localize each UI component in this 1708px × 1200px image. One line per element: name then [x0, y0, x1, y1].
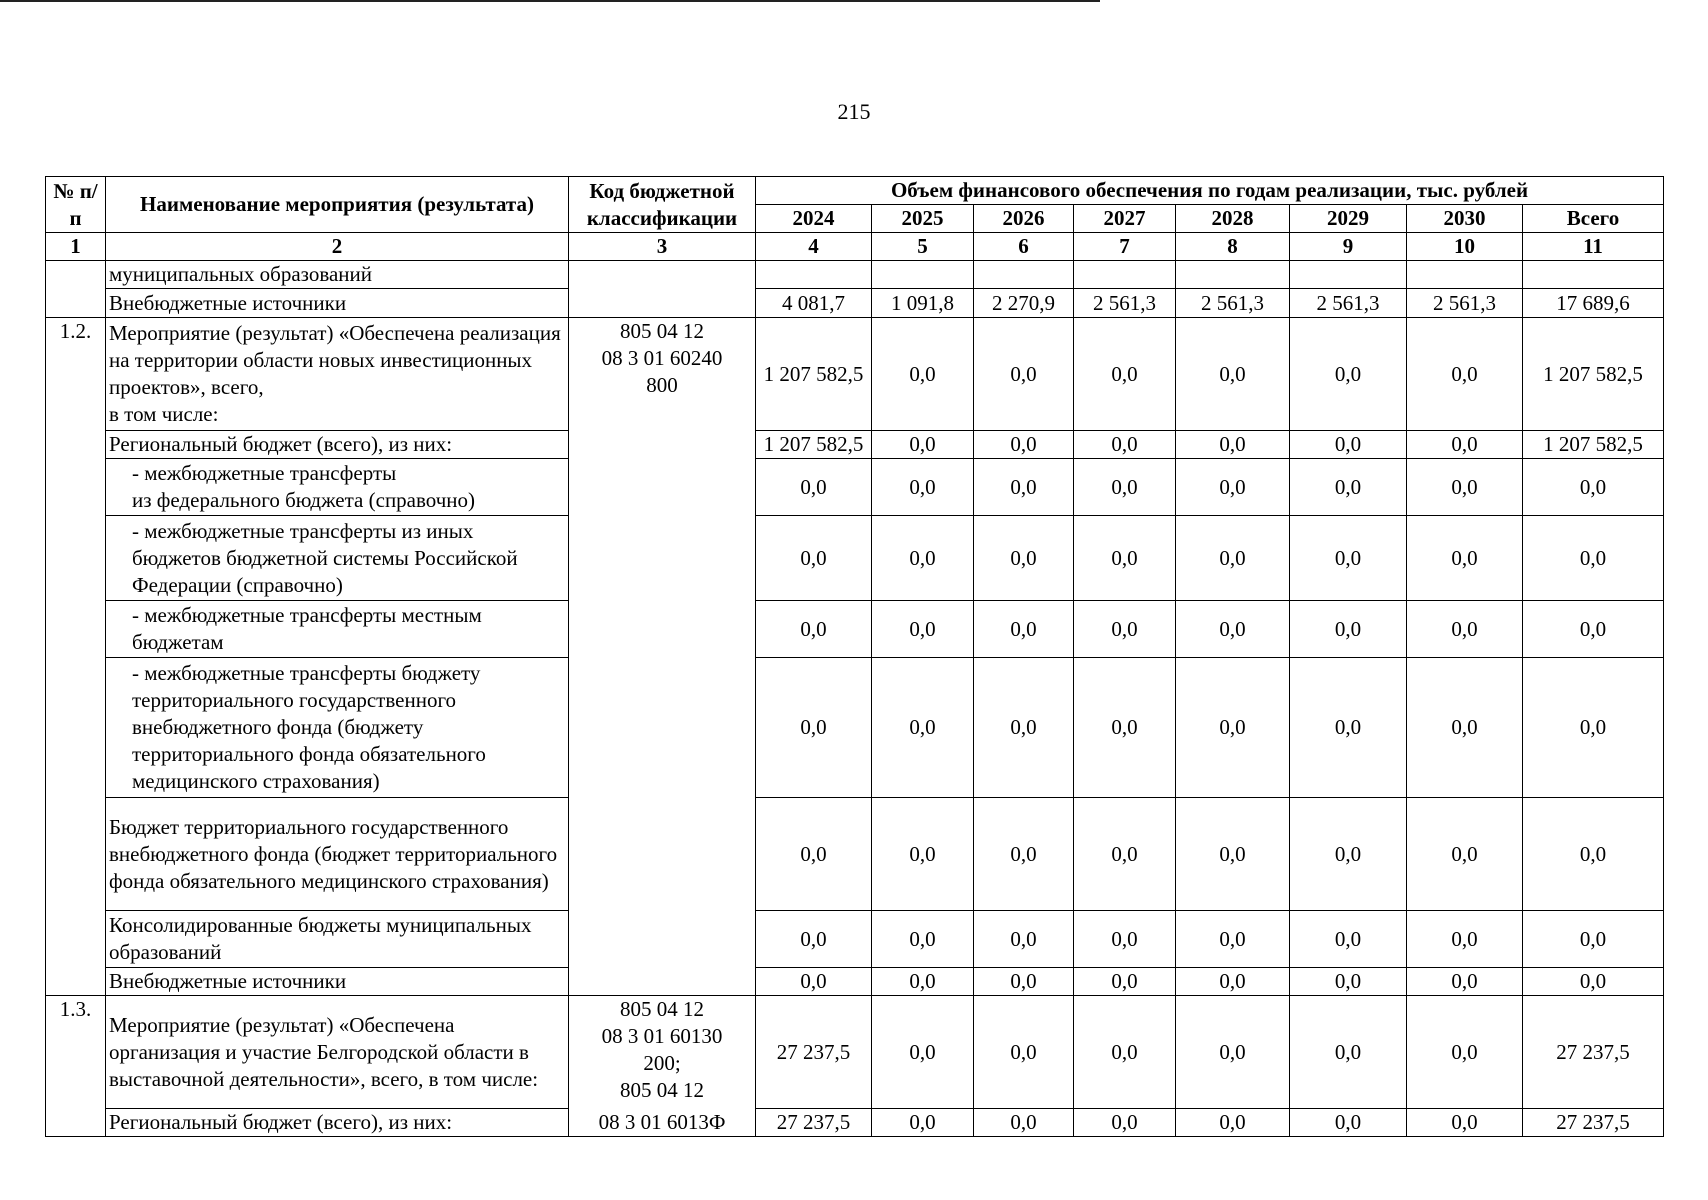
value-cell: 0,0: [1407, 996, 1523, 1109]
value-cell: 0,0: [974, 516, 1074, 601]
value-cell: 0,0: [974, 968, 1074, 996]
value-cell: 0,0: [974, 601, 1074, 658]
table-row: [46, 996, 1664, 1109]
value-cell: 0,0: [872, 911, 974, 968]
row-number: 1.3.: [46, 996, 106, 1137]
value-cell: 1 207 582,5: [756, 431, 872, 459]
row-name: муниципальных образований: [106, 261, 569, 289]
financing-table: [45, 176, 1664, 1137]
value-cell: 0,0: [1176, 1109, 1290, 1137]
value-cell: 0,0: [1523, 601, 1664, 658]
value-cell: 0,0: [974, 911, 1074, 968]
table-row: [46, 459, 1664, 516]
header-total: Всего: [1523, 205, 1664, 233]
value-cell: 0,0: [756, 459, 872, 516]
row-name: Мероприятие (результат) «Обеспечена реализация на территории области новых инвестиционных проектов», всего, в том числе:: [106, 318, 569, 431]
table-row: [46, 601, 1664, 658]
value-cell: 0,0: [872, 601, 974, 658]
value-cell: 0,0: [872, 658, 974, 798]
row-number: 1.2.: [46, 318, 106, 996]
value-cell: 0,0: [1074, 798, 1176, 911]
value-cell: 0,0: [1176, 968, 1290, 996]
value-cell: [1074, 261, 1176, 289]
value-cell: 0,0: [756, 911, 872, 968]
value-cell: 0,0: [872, 459, 974, 516]
value-cell: 0,0: [1290, 601, 1407, 658]
row-name: Региональный бюджет (всего), из них:: [106, 1109, 569, 1137]
column-index: 4: [756, 233, 872, 261]
value-cell: 0,0: [974, 798, 1074, 911]
column-index: 8: [1176, 233, 1290, 261]
column-index: 9: [1290, 233, 1407, 261]
value-cell: 0,0: [974, 996, 1074, 1109]
value-cell: 2 561,3: [1176, 289, 1290, 318]
value-cell: 0,0: [872, 431, 974, 459]
value-cell: 0,0: [1176, 431, 1290, 459]
value-cell: 0,0: [1176, 516, 1290, 601]
value-cell: 0,0: [1407, 798, 1523, 911]
value-cell: 0,0: [1176, 601, 1290, 658]
row-name: - межбюджетные трансферты из федерального бюджета (справочно): [106, 459, 569, 516]
header-row-top: [46, 177, 1664, 205]
value-cell: 0,0: [1074, 601, 1176, 658]
value-cell: 0,0: [872, 996, 974, 1109]
value-cell: 0,0: [1523, 968, 1664, 996]
header-code: [569, 177, 756, 233]
value-cell: 0,0: [1523, 911, 1664, 968]
column-index: 7: [1074, 233, 1176, 261]
value-cell: 0,0: [1290, 798, 1407, 911]
table-row: [46, 289, 1664, 318]
row-name: Региональный бюджет (всего), из них:: [106, 431, 569, 459]
value-cell: 0,0: [1407, 968, 1523, 996]
column-index: 11: [1523, 233, 1664, 261]
row-name: Бюджет территориального государственного внебюджетного фонда (бюджет территориального фонда обязательного медицинского страхования): [106, 798, 569, 911]
header-year: 2027: [1074, 205, 1176, 233]
value-cell: 0,0: [1176, 996, 1290, 1109]
value-cell: 0,0: [1523, 658, 1664, 798]
value-cell: 0,0: [1290, 911, 1407, 968]
row-code-cont: 08 3 01 6013Ф: [569, 1109, 756, 1137]
header-year: 2028: [1176, 205, 1290, 233]
value-cell: 0,0: [1074, 911, 1176, 968]
table-row: [46, 798, 1664, 911]
value-cell: 0,0: [756, 601, 872, 658]
column-index: 5: [872, 233, 974, 261]
value-cell: 0,0: [1523, 798, 1664, 911]
row-name: - межбюджетные трансферты местным бюджетам: [106, 601, 569, 658]
table-row: [46, 1109, 1664, 1137]
value-cell: [1176, 261, 1290, 289]
value-cell: [872, 261, 974, 289]
value-cell: 27 237,5: [756, 996, 872, 1109]
column-index: 10: [1407, 233, 1523, 261]
value-cell: 0,0: [1290, 968, 1407, 996]
value-cell: 0,0: [1407, 601, 1523, 658]
value-cell: 2 270,9: [974, 289, 1074, 318]
table-row: [46, 431, 1664, 459]
value-cell: 0,0: [1074, 996, 1176, 1109]
value-cell: 0,0: [756, 516, 872, 601]
value-cell: 0,0: [1074, 516, 1176, 601]
value-cell: 27 237,5: [1523, 1109, 1664, 1137]
row-name: - межбюджетные трансферты бюджету территориального государственного внебюджетного фонда (бюджету территориального фонда обязательного медицинского страхования): [106, 658, 569, 798]
value-cell: 0,0: [1407, 459, 1523, 516]
row-name: - межбюджетные трансферты из иных бюджетов бюджетной системы Российской Федерации (справочно): [106, 516, 569, 601]
scan-edge-line: [0, 0, 1100, 2]
value-cell: 0,0: [974, 1109, 1074, 1137]
value-cell: 0,0: [1407, 911, 1523, 968]
header-volume: Объем финансового обеспечения по годам реализации, тыс. рублей: [756, 177, 1664, 205]
header-year: 2026: [974, 205, 1074, 233]
row-name: Консолидированные бюджеты муниципальных образований: [106, 911, 569, 968]
row-code: 805 04 12 08 3 01 60130 200; 805 04 12: [569, 996, 756, 1109]
value-cell: 0,0: [1290, 318, 1407, 431]
column-index-row: [46, 233, 1664, 261]
value-cell: 0,0: [872, 968, 974, 996]
header-name-text: Наименование мероприятия (результата): [140, 192, 534, 216]
value-cell: 0,0: [1407, 318, 1523, 431]
value-cell: [1523, 261, 1664, 289]
value-cell: 0,0: [1523, 459, 1664, 516]
value-cell: 1 207 582,5: [1523, 431, 1664, 459]
value-cell: 0,0: [1407, 516, 1523, 601]
header-year: 2030: [1407, 205, 1523, 233]
value-cell: 0,0: [872, 318, 974, 431]
value-cell: 27 237,5: [1523, 996, 1664, 1109]
row-code: [569, 261, 756, 318]
value-cell: 1 207 582,5: [1523, 318, 1664, 431]
value-cell: 27 237,5: [756, 1109, 872, 1137]
value-cell: 0,0: [1407, 431, 1523, 459]
header-no: [46, 177, 106, 233]
header-year: 2029: [1290, 205, 1407, 233]
value-cell: 0,0: [974, 431, 1074, 459]
value-cell: 0,0: [1074, 968, 1176, 996]
row-number: [46, 261, 106, 318]
value-cell: 0,0: [1176, 459, 1290, 516]
header-no-text: № п/п: [53, 178, 98, 230]
value-cell: 1 207 582,5: [756, 318, 872, 431]
value-cell: [756, 261, 872, 289]
header-code-text: Код бюджетной классификации: [586, 178, 738, 230]
header-year: 2025: [872, 205, 974, 233]
table-row: [46, 911, 1664, 968]
value-cell: 0,0: [756, 968, 872, 996]
column-index: 2: [106, 233, 569, 261]
value-cell: 0,0: [1074, 318, 1176, 431]
table-row: [46, 968, 1664, 996]
page-number: 215: [837, 99, 871, 124]
value-cell: 0,0: [872, 798, 974, 911]
value-cell: 0,0: [1290, 658, 1407, 798]
value-cell: 0,0: [1176, 318, 1290, 431]
value-cell: 0,0: [1290, 516, 1407, 601]
value-cell: 2 561,3: [1407, 289, 1523, 318]
table-row: [46, 261, 1664, 289]
table-row: [46, 516, 1664, 601]
row-name: Внебюджетные источники: [106, 968, 569, 996]
value-cell: 0,0: [872, 1109, 974, 1137]
value-cell: 0,0: [974, 658, 1074, 798]
value-cell: 0,0: [974, 459, 1074, 516]
row-code: 805 04 12 08 3 01 60240 800: [569, 318, 756, 996]
column-index: 6: [974, 233, 1074, 261]
column-index: 3: [569, 233, 756, 261]
value-cell: 0,0: [1074, 459, 1176, 516]
value-cell: 0,0: [1290, 459, 1407, 516]
value-cell: 0,0: [1074, 658, 1176, 798]
value-cell: 0,0: [1074, 1109, 1176, 1137]
value-cell: 0,0: [872, 516, 974, 601]
value-cell: 0,0: [1407, 1109, 1523, 1137]
header-name: [106, 177, 569, 233]
value-cell: 0,0: [1176, 911, 1290, 968]
value-cell: [1290, 261, 1407, 289]
column-index: 1: [46, 233, 106, 261]
row-name: Внебюджетные источники: [106, 289, 569, 318]
value-cell: 0,0: [1407, 658, 1523, 798]
value-cell: 0,0: [1290, 431, 1407, 459]
value-cell: 2 561,3: [1290, 289, 1407, 318]
value-cell: 0,0: [1176, 798, 1290, 911]
value-cell: 0,0: [756, 658, 872, 798]
row-name: Мероприятие (результат) «Обеспечена организация и участие Белгородской области в выставочной деятельности», всего, в том числе:: [106, 996, 569, 1109]
header-year: 2024: [756, 205, 872, 233]
value-cell: 0,0: [756, 798, 872, 911]
value-cell: 0,0: [974, 318, 1074, 431]
value-cell: 0,0: [1290, 996, 1407, 1109]
value-cell: 0,0: [1176, 658, 1290, 798]
value-cell: 4 081,7: [756, 289, 872, 318]
value-cell: 0,0: [1074, 431, 1176, 459]
value-cell: [1407, 261, 1523, 289]
value-cell: 17 689,6: [1523, 289, 1664, 318]
table-row: [46, 658, 1664, 798]
value-cell: 0,0: [1523, 516, 1664, 601]
table-row: [46, 318, 1664, 431]
value-cell: [974, 261, 1074, 289]
value-cell: 1 091,8: [872, 289, 974, 318]
value-cell: 2 561,3: [1074, 289, 1176, 318]
value-cell: 0,0: [1290, 1109, 1407, 1137]
